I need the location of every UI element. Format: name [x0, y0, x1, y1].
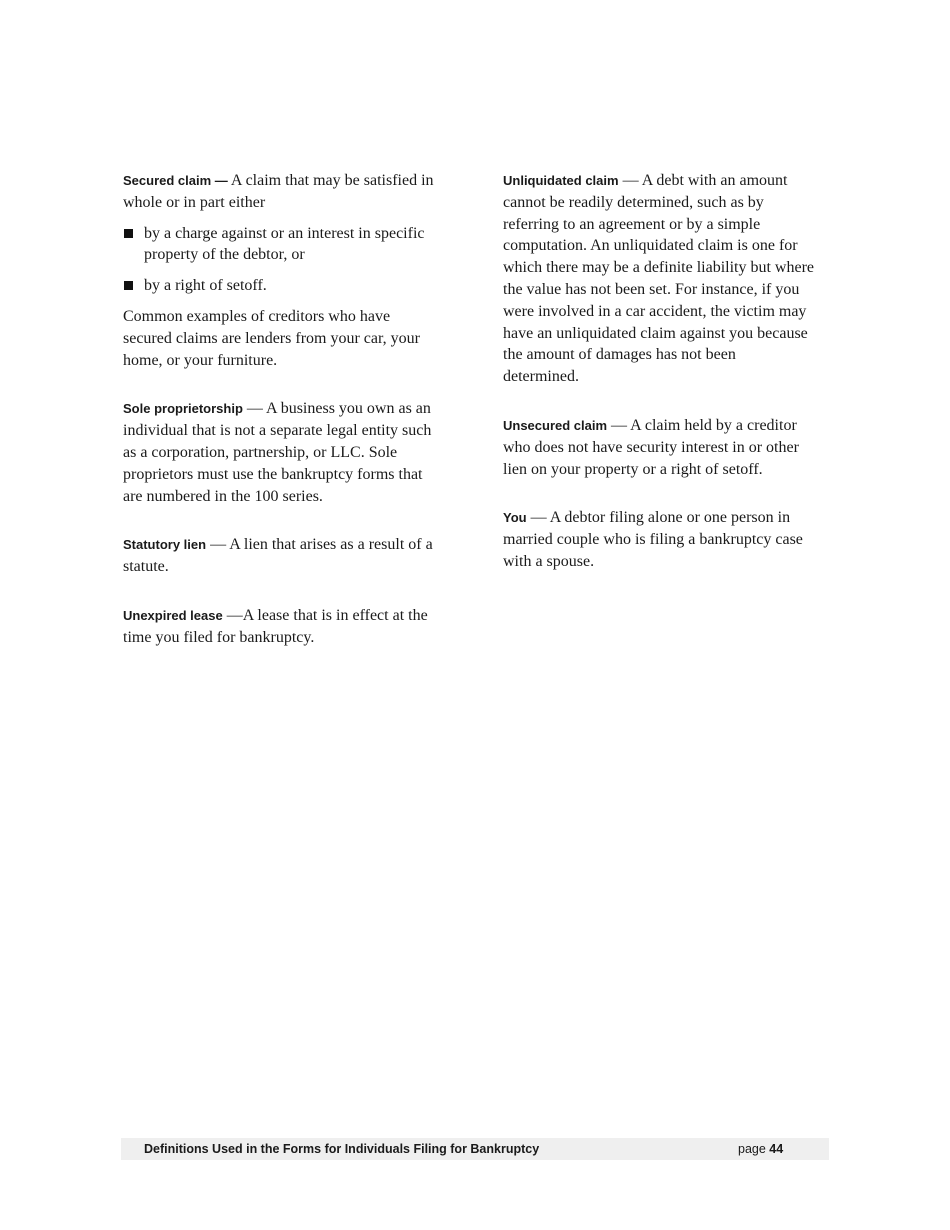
- entry-unsecured-claim: [503, 415, 815, 480]
- list-item: by a right of setoff.: [123, 275, 438, 297]
- definition-secured-claim: A claim that may be satisfied in whole or in part either: [123, 172, 434, 211]
- term-unsecured-claim: Unsecured claim: [503, 417, 608, 433]
- term-sole-proprietorship: Sole proprietorship: [123, 401, 243, 417]
- entry-unliquidated-claim: [503, 170, 815, 388]
- right-column: [503, 170, 815, 573]
- entry-unexpired-lease: [123, 605, 438, 649]
- list-item: by a charge against or an interest in specific property of the debtor, or: [123, 223, 438, 267]
- secured-claim-examples: Common examples of creditors who have secured claims are lenders from your car, your home, or your furniture.: [123, 307, 421, 369]
- entry-secured-claim: [123, 170, 438, 371]
- term-unexpired-lease: Unexpired lease: [123, 607, 223, 623]
- definition-unliquidated-claim: — A debt with an amount cannot be readily determined, such as by referring to an agreement or by a simple computation. An unliquidated claim is one for which there may be a definite liability but where the value has not been set. For instance, if you were involved in a car accident, the victim may have an unliquidated claim against you because the amount of damages has not been determined.: [503, 172, 814, 386]
- entry-statutory-lien: [123, 534, 438, 578]
- definition-unsecured-claim: — A claim held by a creditor who does not have security interest in or other lien on your property or a right of setoff.: [503, 416, 799, 478]
- definition-unexpired-lease: —A lease that is in effect at the time you filed for bankruptcy.: [123, 606, 428, 646]
- term-you: You: [503, 510, 527, 526]
- page-footer: [121, 1138, 829, 1160]
- entry-sole-proprietorship: [123, 398, 438, 507]
- bullet-list: [123, 223, 438, 297]
- definition-statutory-lien: — A lien that arises as a result of a statute.: [123, 536, 433, 576]
- term-statutory-lien: Statutory lien: [123, 537, 207, 553]
- page-number: page 44: [738, 1142, 784, 1156]
- left-column: [123, 170, 438, 649]
- term-unliquidated-claim: Unliquidated claim: [503, 173, 619, 188]
- entry-you: [503, 507, 815, 572]
- definition-you: — A debtor filing alone or one person in married couple who is filing a bankruptcy case with a spouse.: [503, 509, 803, 570]
- definition-sole-proprietorship: — A business you own as an individual that is not a separate legal entity such as a corporation, partnership, or LLC. Sole proprietors must use the bankruptcy forms that are numbered in the 100 series.: [123, 400, 432, 505]
- square-bullet-icon: [124, 281, 133, 290]
- square-bullet-icon: [124, 229, 133, 238]
- footer-title: Definitions Used in the Forms for Individuals Filing for Bankruptcy: [144, 1142, 540, 1156]
- term-secured-claim: Secured claim —: [123, 173, 228, 188]
